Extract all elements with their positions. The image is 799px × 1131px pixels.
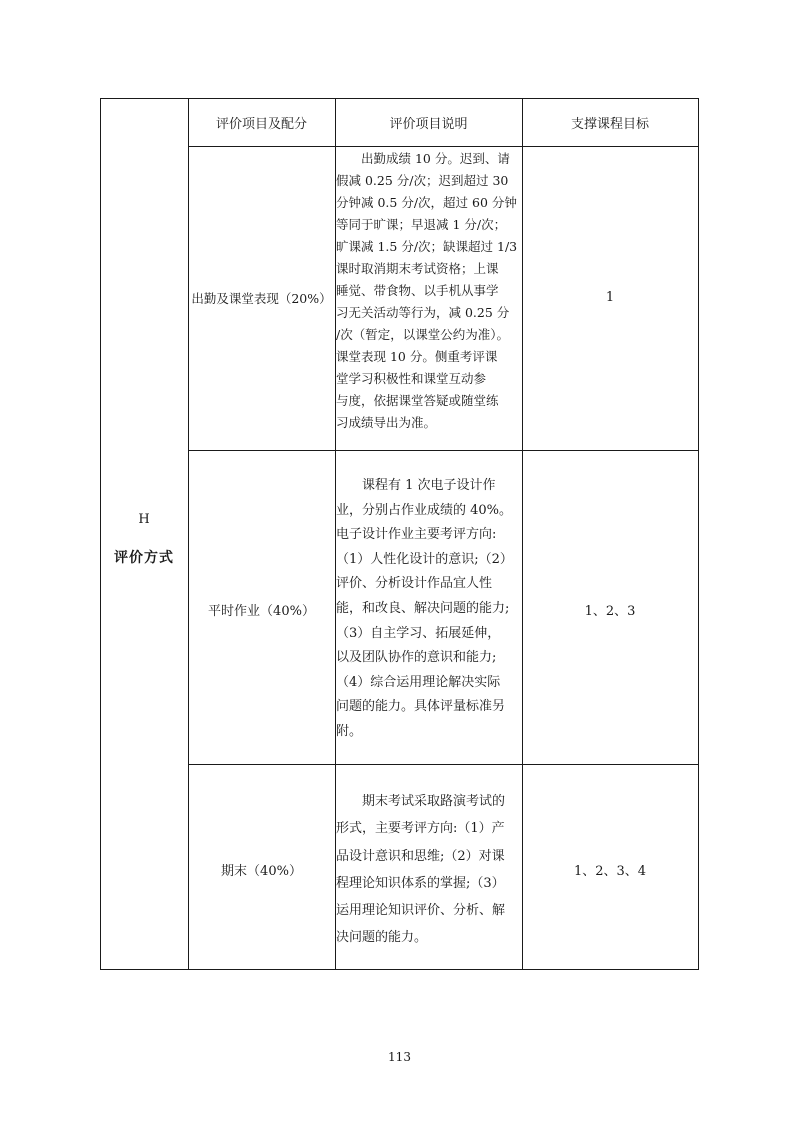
desc-line: 睡觉、带食物、以手机从事学 [336,283,499,298]
desc-line: （1）人性化设计的意识;（2） [336,551,513,567]
desc-line: 能，和改良、解决问题的能力; [336,600,510,616]
page-number: 113 [388,1050,411,1064]
row-homework-item: 平时作业（40%） [208,603,315,619]
row-final-target: 1、2、3、4 [573,863,647,879]
row-attendance-item: 出勤及课堂表现（20%） [191,291,332,306]
desc-line: 以及团队协作的意识和能力; [336,650,497,666]
desc-line: 形式，主要考评方向:（1）产 [336,821,505,837]
desc-line: 决问题的能力。 [336,930,428,946]
header-desc: 评价项目说明 [389,116,468,132]
desc-line: （4）综合运用理论解决实际 [336,674,501,690]
header-target: 支撑课程目标 [570,116,649,132]
desc-line: 附。 [336,723,363,739]
header-item: 评价项目及配分 [215,116,307,132]
desc-line: 期末考试采取路演考试的 [336,794,506,809]
desc-line: /次（暂定，以课堂公约为准）。 [336,327,509,342]
desc-line: 运用理论知识评价、分析、解 [336,903,506,919]
desc-line: 评价、分析设计作品宜人性 [336,576,493,592]
desc-line: 与度，依据课堂答疑或随堂练 [336,393,499,408]
desc-line: 业，分别占作业成绩的 40%。 [336,502,513,518]
section-letter: H [138,511,150,527]
desc-line: 课时取消期末考试资格；上课 [336,261,499,276]
desc-line: 问题的能力。具体评量标准另 [336,699,506,715]
desc-line: 假减 0.25 分/次；迟到超过 30 [336,173,509,188]
desc-line: 分钟减 0.5 分/次，超过 60 分钟 [336,195,517,210]
desc-line: 出勤成绩 10 分。迟到、请 [336,151,510,166]
row-final-item: 期末（40%） [221,863,302,879]
section-label: 评价方式 [114,550,174,566]
desc-line: 品设计意识和思维;（2）对课 [336,848,505,864]
row-attendance-desc [336,146,522,434]
desc-line: 课程有 1 次电子设计作 [336,478,496,493]
desc-line: 电子设计作业主要考评方向: [336,527,497,543]
desc-line: 习成绩导出为准。 [336,415,437,430]
row-homework-target: 1、2、3 [584,603,636,619]
desc-line: 程理论知识体系的掌握;（3） [336,875,505,891]
row-attendance-target: 1 [605,289,615,305]
desc-line: （3）自主学习、拓展延伸， [336,625,501,641]
desc-line: 等同于旷课；早退减 1 分/次； [336,217,507,232]
row-final-desc [336,788,522,952]
desc-line: 习无关活动等行为，减 0.25 分 [336,305,510,320]
desc-line: 旷课减 1.5 分/次；缺课超过 1/3 [336,239,518,254]
desc-line: 课堂表现 10 分。侧重考评课 [336,349,498,364]
desc-line: 堂学习积极性和课堂互动参 [336,371,487,386]
row-homework-desc [336,474,522,745]
